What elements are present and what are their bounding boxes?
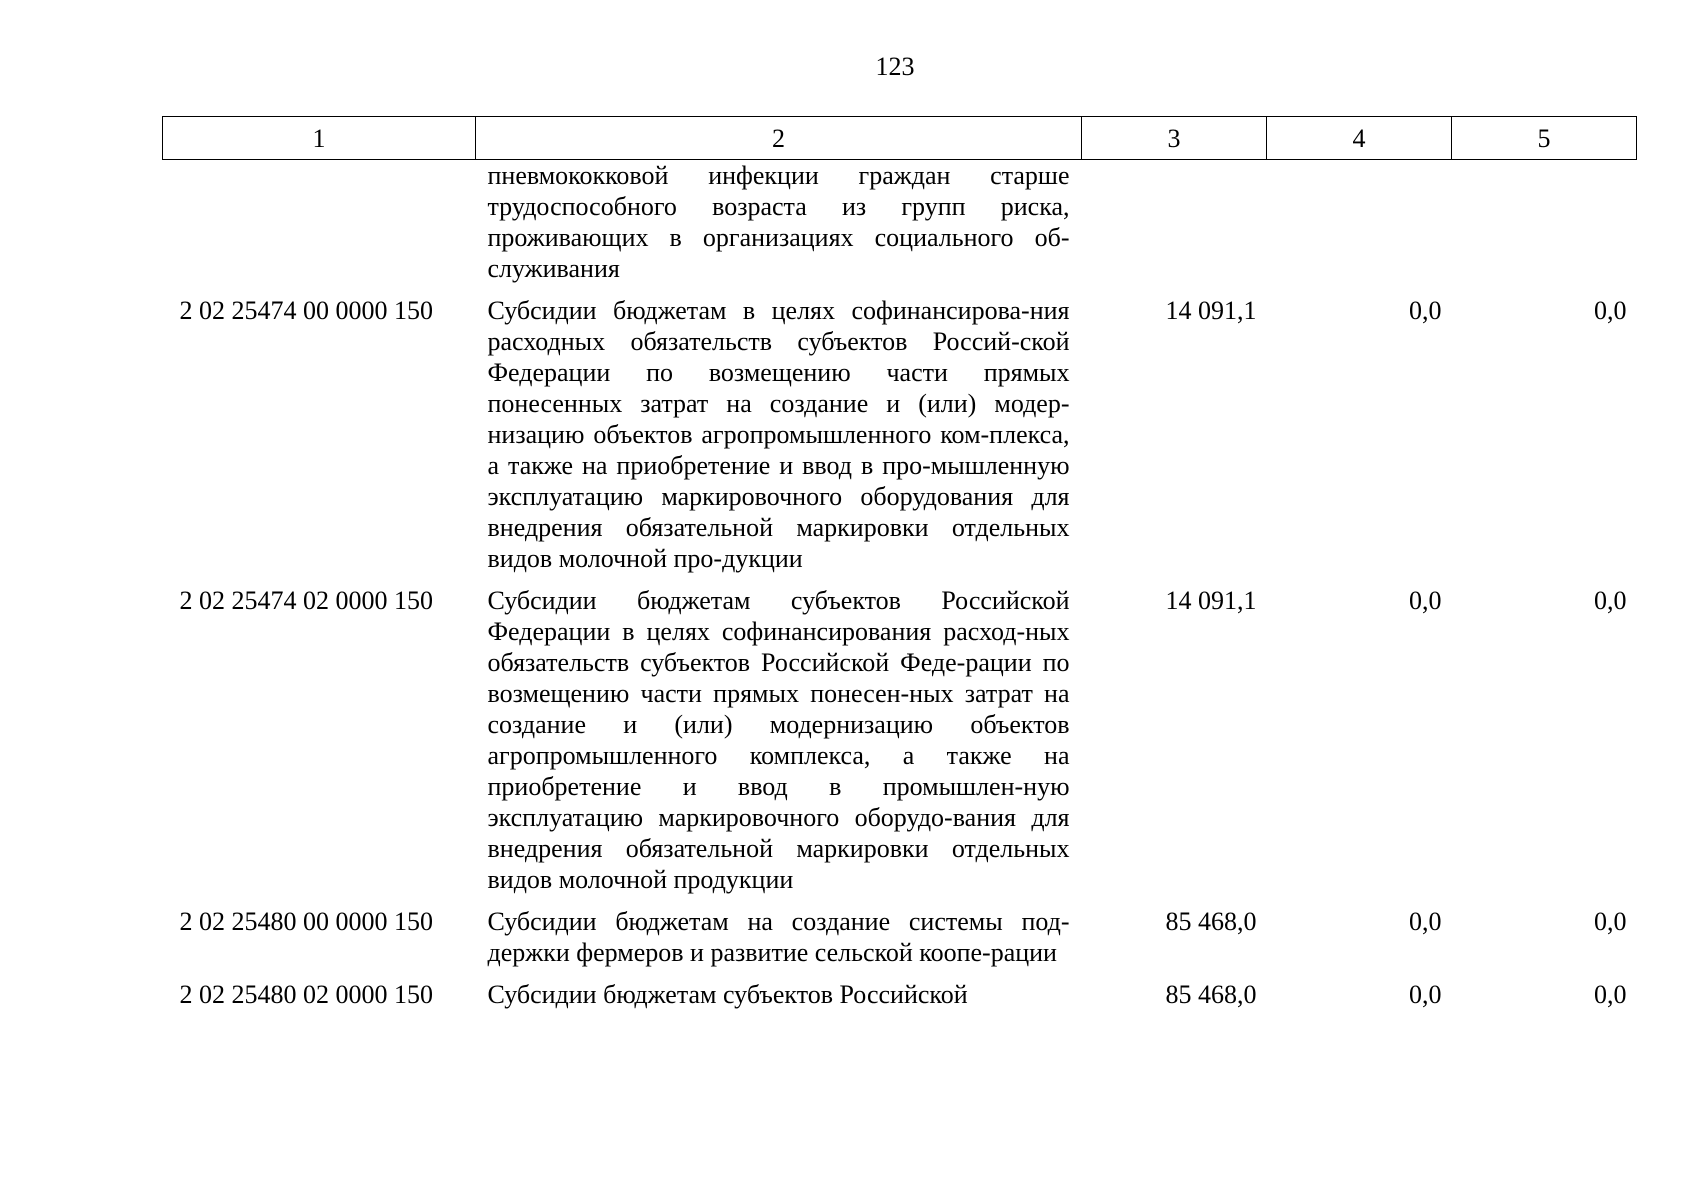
budget-code: 2 02 25474 02 0000 150 [179, 586, 433, 615]
budget-code: 2 02 25474 00 0000 150 [179, 296, 433, 325]
continuation-description: пневмококковой инфекции граждан старше трудоспособного возраста из групп риска, проживающих в организациях социального об-служивания [487, 161, 1070, 283]
row-description: Субсидии бюджетам субъектов Российской Федерации в целях софинансирования расход-ных обязательств субъектов Российской Феде-рации по возмещению части прямых понесен-ных затрат на создание и (или) модернизацию объектов агропромышленного комплекса, а также на приобретение и ввод в промышлен-ную эксплуатацию маркировочного оборудо-вания для внедрения обязательной маркировки отдельных видов молочной продукции [487, 586, 1070, 894]
amount-col4: 0,0 [1409, 586, 1442, 615]
row-description: Субсидии бюджетам субъектов Российской [487, 980, 968, 1009]
amount-col3: 85 468,0 [1165, 980, 1257, 1009]
empty-cell [1082, 160, 1267, 285]
amount-col4: 0,0 [1409, 980, 1442, 1009]
column-header-2: 2 [476, 117, 1082, 160]
page-number: 123 [875, 52, 915, 81]
amount-col3: 85 468,0 [1165, 907, 1257, 936]
column-header-3: 3 [1082, 117, 1267, 160]
column-header-4: 4 [1267, 117, 1452, 160]
row-description: Субсидии бюджетам на создание системы под-держки фермеров и развитие сельской коопе-рации [487, 907, 1070, 967]
table-row [163, 574, 1637, 895]
empty-cell [1267, 160, 1452, 285]
header-row [163, 117, 1637, 160]
table-body [163, 160, 1637, 1011]
empty-cell [163, 160, 476, 285]
empty-cell [1452, 160, 1637, 285]
column-header-1: 1 [163, 117, 476, 160]
column-header-5: 5 [1452, 117, 1637, 160]
table-row [163, 284, 1637, 574]
table-header [163, 117, 1637, 160]
table-row [163, 895, 1637, 968]
amount-col5: 0,0 [1594, 980, 1627, 1009]
amount-col3: 14 091,1 [1165, 296, 1257, 325]
amount-col3: 14 091,1 [1165, 586, 1257, 615]
amount-col5: 0,0 [1594, 586, 1627, 615]
amount-col5: 0,0 [1594, 296, 1627, 325]
row-description: Субсидии бюджетам в целях софинансирова-ния расходных обязательств субъектов Россий-ской Федерации по возмещению части прямых понесенных затрат на создание и (или) модер-низацию объектов агропромышленного ком-плекса, а также на приобретение и ввод в про-мышленную эксплуатацию маркировочного оборудования для внедрения обязательной маркировки отдельных видов молочной про-дукции [487, 296, 1070, 573]
budget-code: 2 02 25480 02 0000 150 [179, 980, 433, 1009]
continuation-row [163, 160, 1637, 285]
amount-col5: 0,0 [1594, 907, 1627, 936]
budget-code: 2 02 25480 00 0000 150 [179, 907, 433, 936]
table-row [163, 968, 1637, 1010]
amount-col4: 0,0 [1409, 296, 1442, 325]
budget-table [162, 116, 1637, 1010]
amount-col4: 0,0 [1409, 907, 1442, 936]
